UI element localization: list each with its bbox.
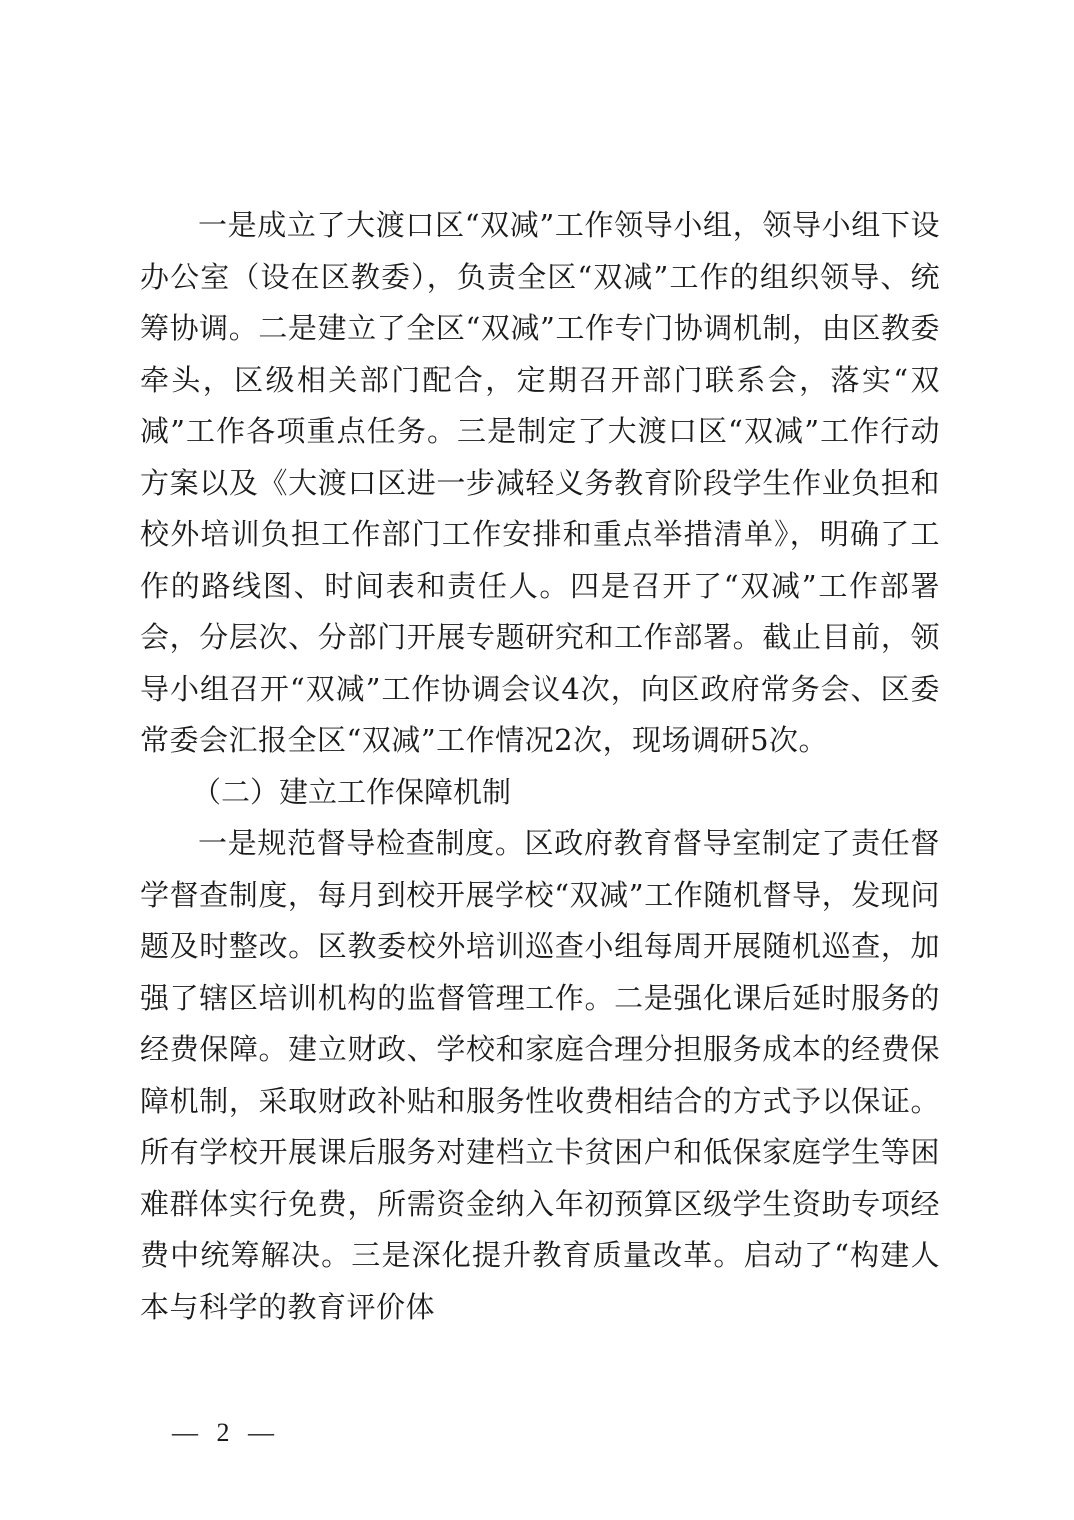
paragraph-guarantee-mechanism: 一是规范督导检查制度。区政府教育督导室制定了责任督学督查制度，每月到校开展学校“双减”工作随机督导，发现问题及时整改。区教委校外培训巡查小组每周开展随机巡查，加强了辖区培训机构的监督管理工作。二是强化课后延时服务的经费保障。建立财政、学校和家庭合理分担服务成本的经费保障机制，采取财政补贴和服务性收费相结合的方式予以保证。所有学校开展课后服务对建档立卡贫困户和低保家庭学生等困难群体实行免费，所需资金纳入年初预算区级学生资助专项经费中统筹解决。三是深化提升教育质量改革。启动了“构建人本与科学的教育评价体 — [140, 826, 940, 1324]
page-number: — 2 — — [172, 1418, 280, 1447]
document-body — [140, 200, 940, 1333]
section-heading-guarantee-mechanism: （二）建立工作保障机制 — [192, 774, 512, 809]
paragraph-leadership-group: 一是成立了大渡口区“双减”工作领导小组，领导小组下设办公室（设在区教委），负责全区“双减”工作的组织领导、统筹协调。二是建立了全区“双减”工作专门协调机制，由区教委牵头，区级相关部门配合，定期召开部门联系会，落实“双减”工作各项重点任务。三是制定了大渡口区“双减”工作行动方案以及《大渡口区进一步减轻义务教育阶段学生作业负担和校外培训负担工作部门工作安排和重点举措清单》，明确了工作的路线图、时间表和责任人。四是召开了“双减”工作部署会，分层次、分部门开展专题研究和工作部署。截止目前，领导小组召开“双减”工作协调会议4次，向区政府常务会、区委常委会汇报全区“双减”工作情况2次，现场调研5次。 — [140, 208, 940, 757]
